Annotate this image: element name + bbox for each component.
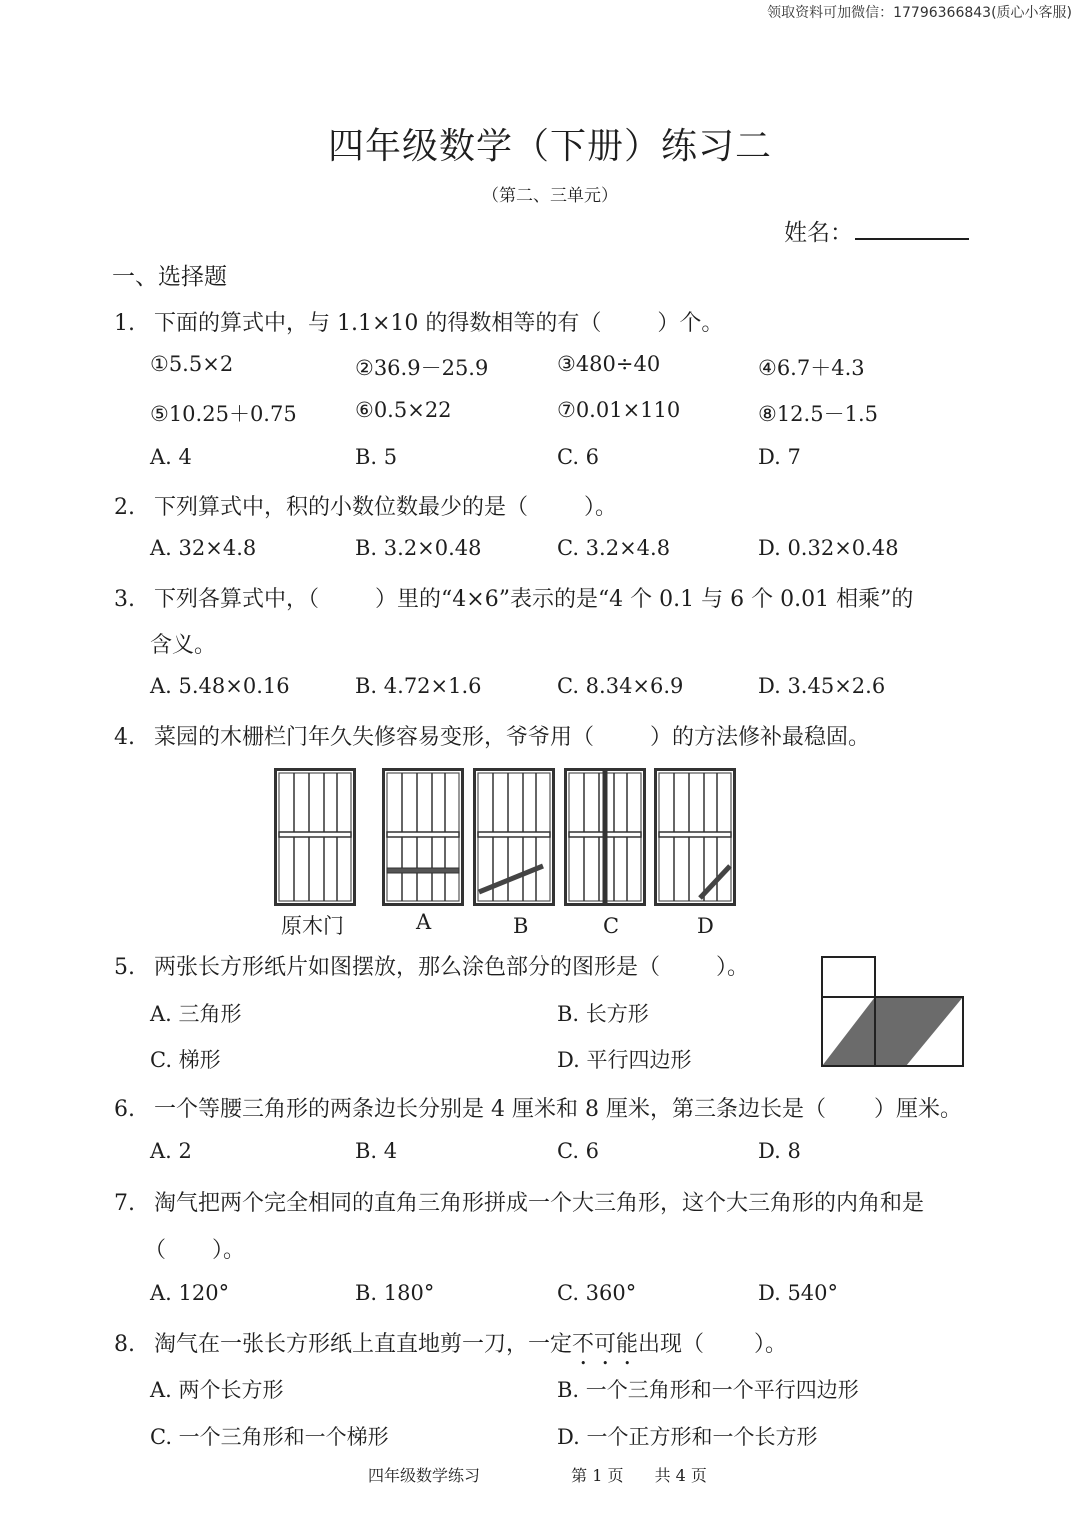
question-stem: 淘气在一张长方形纸上直直地剪一刀，一定 xyxy=(154,1332,573,1357)
expr-item: ④6.7＋4.3 xyxy=(758,356,865,380)
gate-a-figure xyxy=(382,768,464,906)
question-7 xyxy=(114,1186,924,1217)
expr-item: ③480÷40 xyxy=(557,352,661,376)
footer-total: 共 4 页 xyxy=(654,1466,707,1485)
question-5 xyxy=(114,950,749,981)
footer-title: 四年级数学练习 xyxy=(368,1466,481,1485)
option-b[interactable]: B. 4.72×1.6 xyxy=(355,674,482,698)
option-a[interactable]: A. 4 xyxy=(150,445,192,469)
expr-item: ⑤10.25＋0.75 xyxy=(150,402,297,426)
question-continuation: 含义。 xyxy=(150,633,217,658)
question-stem: 一个等腰三角形的两条边长分别是 4 厘米和 8 厘米，第三条边长是（ xyxy=(154,1097,826,1122)
question-stem-end: ）。 xyxy=(754,1332,788,1357)
question-3 xyxy=(114,582,913,613)
option-d[interactable]: D. 540° xyxy=(758,1281,839,1305)
option-c[interactable]: C. 梯形 xyxy=(150,1048,221,1072)
expr-item: ⑦0.01×110 xyxy=(557,398,681,422)
option-a[interactable]: A. 三角形 xyxy=(150,1002,242,1026)
expr-item: ⑧12.5－1.5 xyxy=(758,402,878,426)
option-a[interactable]: A. 120° xyxy=(150,1281,230,1305)
question-8 xyxy=(114,1327,787,1370)
footer xyxy=(368,1463,707,1486)
question-stem-end: ）里的“4×6”表示的是“4 个 0.1 与 6 个 0.01 相乘”的 xyxy=(375,587,914,612)
gate-original-figure xyxy=(274,768,356,906)
name-label: 姓名： xyxy=(784,220,853,246)
page-title: 四年级数学（下册）练习二 xyxy=(327,126,772,167)
question-1 xyxy=(114,306,723,337)
option-d[interactable]: D. 7 xyxy=(758,445,801,469)
question-stem-end: ）。 xyxy=(584,495,618,520)
option-c[interactable]: C. 6 xyxy=(557,445,600,469)
watermark: 领取资料可加微信：17796366843(质心小客服) xyxy=(767,5,1072,21)
page-subtitle: （第二、三单元） xyxy=(482,186,618,206)
gate-label-d: D xyxy=(697,914,714,938)
gate-label-original: 原木门 xyxy=(281,914,344,938)
question-stem-end: ）个。 xyxy=(657,311,724,336)
option-d[interactable]: D. 8 xyxy=(758,1139,801,1163)
option-a[interactable]: A. 32×4.8 xyxy=(150,536,257,560)
question-number: 1. xyxy=(114,311,135,336)
gate-label-b: B xyxy=(513,914,529,938)
question-4 xyxy=(114,720,870,751)
question-continuation xyxy=(144,1233,245,1264)
question-stem: 淘气把两个完全相同的直角三角形拼成一个大三角形，这个大三角形的内角和是 xyxy=(154,1191,925,1216)
option-c[interactable]: C. 6 xyxy=(557,1139,600,1163)
question-number: 2. xyxy=(114,495,135,520)
option-b[interactable]: B. 5 xyxy=(355,445,398,469)
question-number: 8. xyxy=(114,1332,135,1357)
gate-c-figure xyxy=(564,768,646,906)
option-b[interactable]: B. 一个三角形和一个平行四边形 xyxy=(557,1378,859,1402)
expr-item: ②36.9－25.9 xyxy=(355,356,489,380)
question-stem: 下列各算式中，（ xyxy=(154,587,320,612)
question-stem: 两张长方形纸片如图摆放，那么涂色部分的图形是（ xyxy=(154,955,661,980)
question-number: 5. xyxy=(114,955,135,980)
name-blank[interactable] xyxy=(855,238,969,240)
option-a[interactable]: A. 5.48×0.16 xyxy=(150,674,290,698)
option-c[interactable]: C. 3.2×4.8 xyxy=(557,536,671,560)
option-b[interactable]: B. 180° xyxy=(355,1281,435,1305)
option-d[interactable]: D. 平行四边形 xyxy=(557,1048,692,1072)
paren-open: （ xyxy=(144,1238,167,1263)
question-number: 7. xyxy=(114,1191,135,1216)
expr-item: ⑥0.5×22 xyxy=(355,398,452,422)
question-stem: 下列算式中，积的小数位数最少的是（ xyxy=(154,495,529,520)
expr-item: ①5.5×2 xyxy=(150,352,234,376)
overlapping-rectangles-figure xyxy=(820,955,966,1069)
question-stem-end: ）。 xyxy=(716,955,750,980)
option-b[interactable]: B. 3.2×0.48 xyxy=(355,536,482,560)
footer-page: 第 1 页 xyxy=(571,1466,624,1485)
option-d[interactable]: D. 一个正方形和一个长方形 xyxy=(557,1425,818,1449)
option-b[interactable]: B. 4 xyxy=(355,1139,398,1163)
question-stem-end: ）。 xyxy=(212,1238,246,1263)
option-c[interactable]: C. 8.34×6.9 xyxy=(557,674,684,698)
question-stem-mid: 出现（ xyxy=(638,1332,705,1357)
option-a[interactable]: A. 两个长方形 xyxy=(150,1378,284,1402)
question-number: 4. xyxy=(114,725,135,750)
option-a[interactable]: A. 2 xyxy=(150,1139,192,1163)
section-heading: 一、选择题 xyxy=(112,264,227,290)
question-6 xyxy=(114,1092,962,1123)
question-2 xyxy=(114,490,617,521)
option-c[interactable]: C. 一个三角形和一个梯形 xyxy=(150,1425,389,1449)
question-stem: 下面的算式中，与 1.1×10 的得数相等的有（ xyxy=(154,311,602,336)
option-d[interactable]: D. 3.45×2.6 xyxy=(758,674,886,698)
option-c[interactable]: C. 360° xyxy=(557,1281,637,1305)
question-number: 6. xyxy=(114,1097,135,1122)
emphasized-text: 不可能 xyxy=(572,1332,639,1357)
gate-label-a: A xyxy=(416,910,432,934)
question-stem-end: ）的方法修补最稳固。 xyxy=(650,725,871,750)
question-stem: 菜园的木栅栏门年久失修容易变形，爷爷用（ xyxy=(154,725,595,750)
gate-label-c: C xyxy=(603,914,620,938)
option-d[interactable]: D. 0.32×0.48 xyxy=(758,536,899,560)
question-stem-end: ）厘米。 xyxy=(873,1097,962,1122)
option-b[interactable]: B. 长方形 xyxy=(557,1002,649,1026)
question-number: 3. xyxy=(114,587,135,612)
gate-d-figure xyxy=(654,768,736,906)
gate-b-figure xyxy=(473,768,555,906)
